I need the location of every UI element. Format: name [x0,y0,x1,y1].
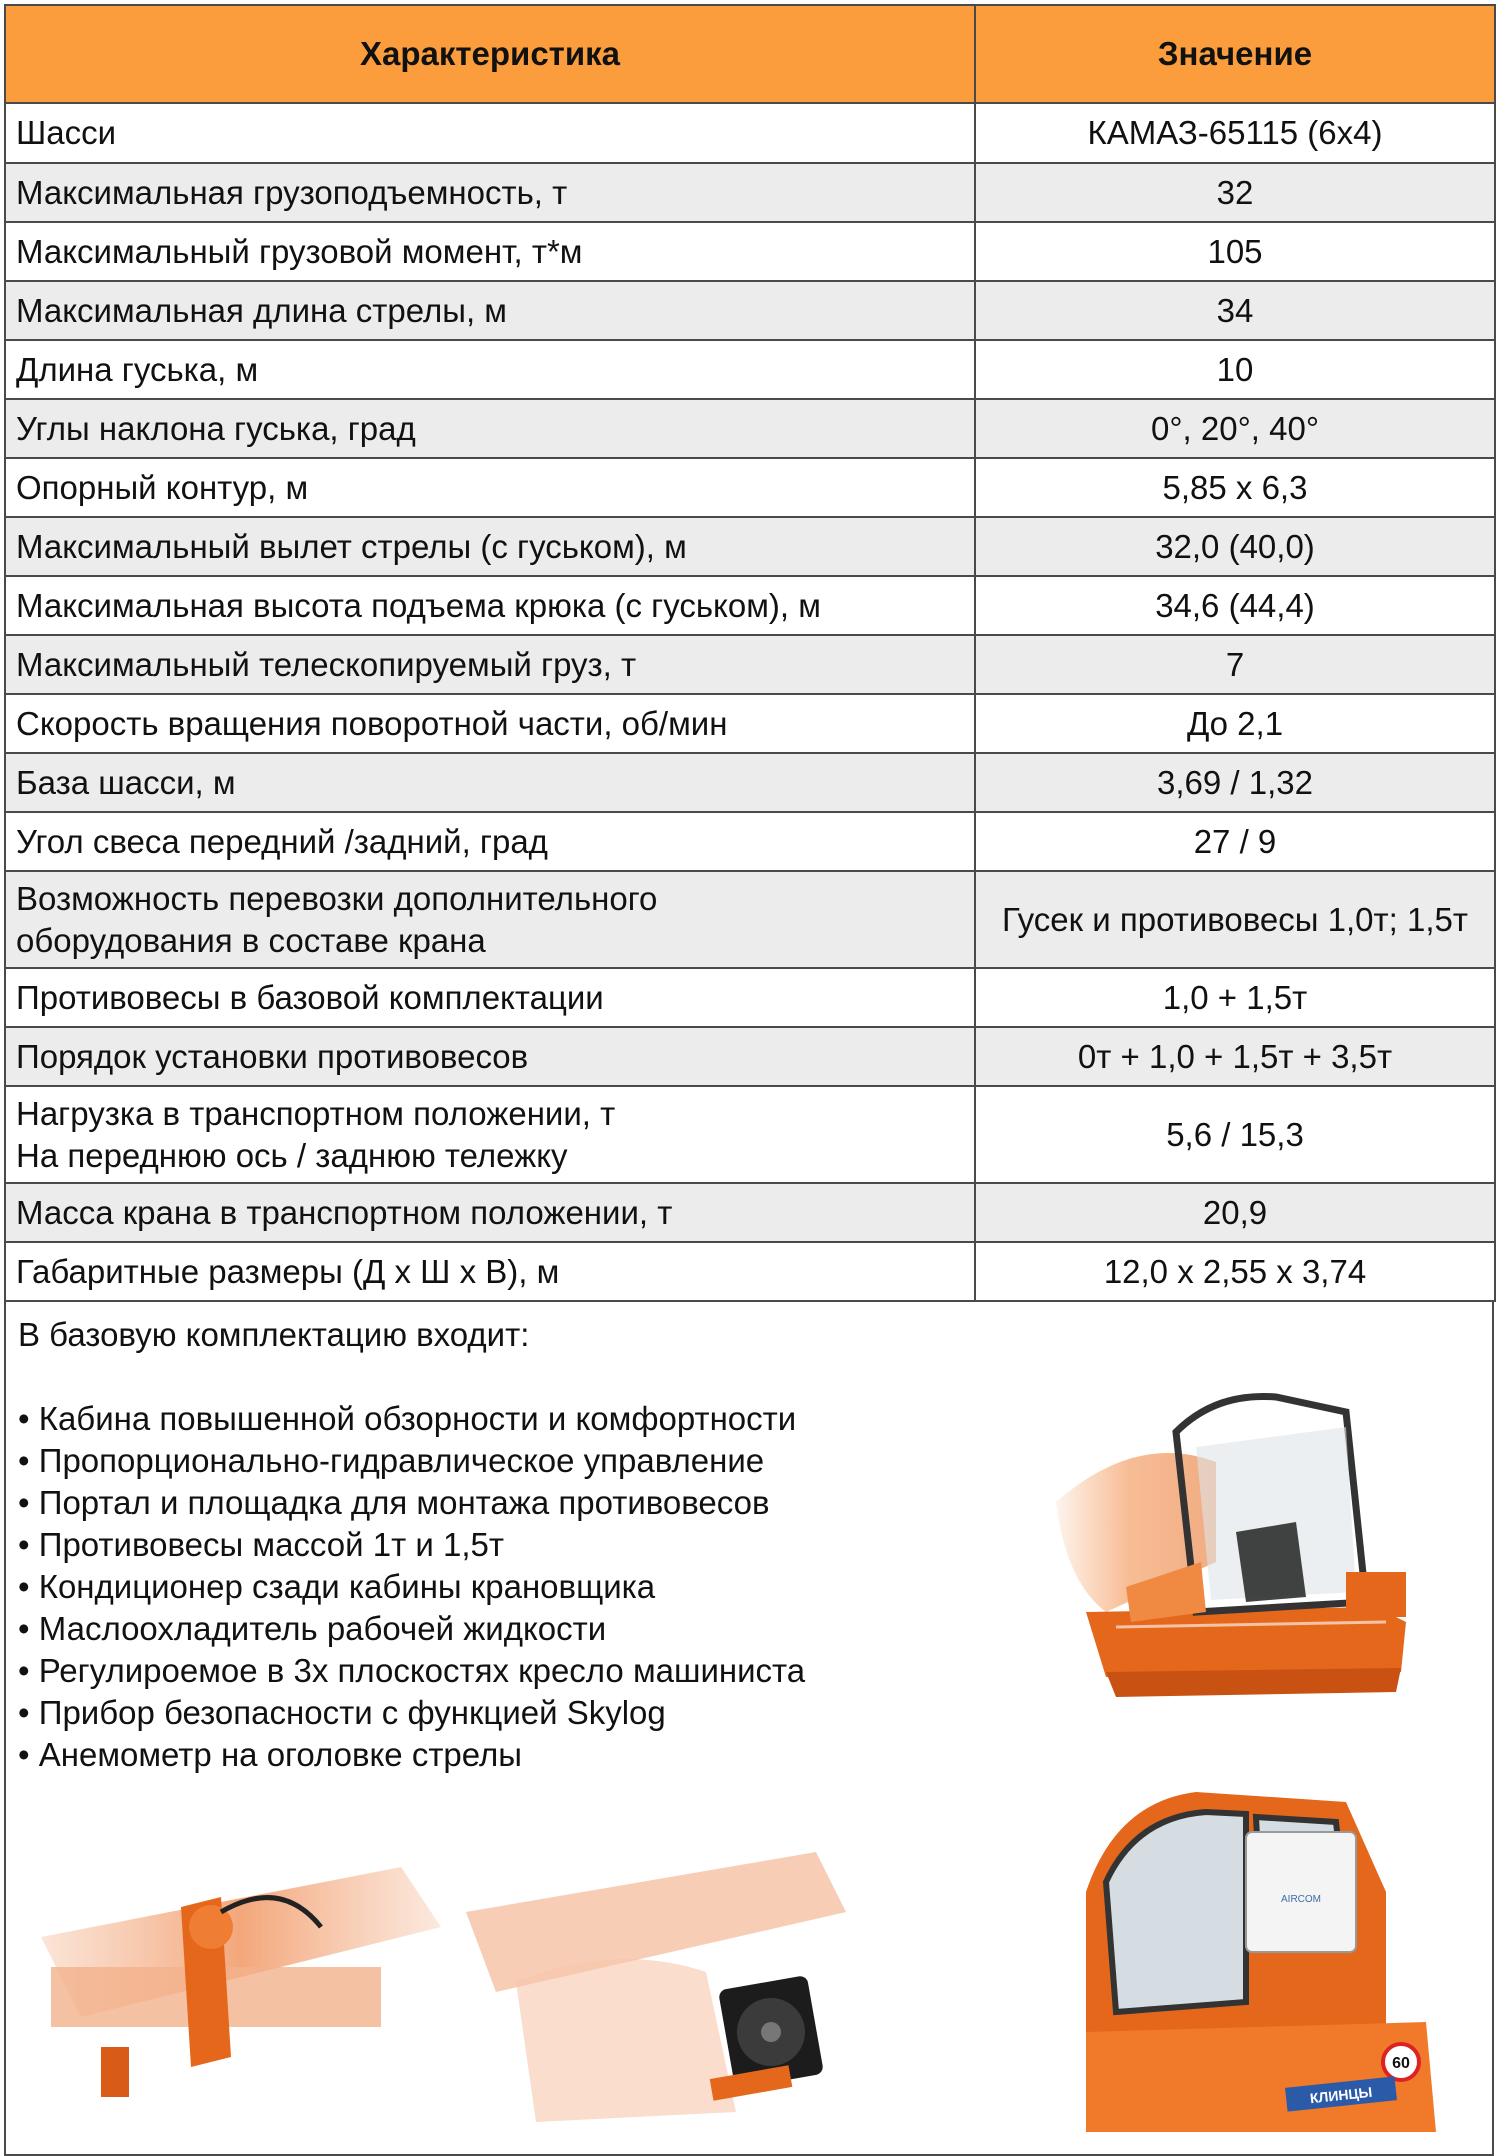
list-item: • Кондиционер сзади кабины крановщика [18,1566,805,1608]
table-row [5,753,1495,812]
row-param: Максимальная высота подъема крюка (с гуськом), м [5,576,975,635]
table-row [5,163,1495,222]
counterweight-portal-photo [21,1817,461,2137]
spec-sheet [4,4,1494,2156]
table-row [5,517,1495,576]
row-param: Скорость вращения поворотной части, об/мин [5,694,975,753]
row-param: Шасси [5,103,975,163]
list-item: • Кабина повышенной обзорности и комфортности [18,1398,805,1440]
list-item: • Прибор безопасности с функцией Skylog [18,1692,805,1734]
row-value: 27 / 9 [975,812,1495,871]
row-value: 3,69 / 1,32 [975,753,1495,812]
base-equipment-title: В базовую комплектацию входит: [18,1316,530,1353]
list-item: • Портал и площадка для монтажа противовесов [18,1482,805,1524]
row-param: База шасси, м [5,753,975,812]
ac-unit-label: AIRCOM [1281,1894,1321,1905]
list-item: • Пропорционально-гидравлическое управление [18,1440,805,1482]
table-row [5,340,1495,399]
base-equipment-section [4,1302,1494,2156]
row-param: Максимальная грузоподъемность, т [5,163,975,222]
row-value: 105 [975,222,1495,281]
row-param-line: На переднюю ось / заднюю тележку [16,1136,568,1174]
table-row [5,812,1495,871]
table-row [5,1086,1495,1183]
row-param: Опорный контур, м [5,458,975,517]
row-param: Масса крана в транспортном положении, т [5,1183,975,1242]
row-param: Угол свеса передний /задний, град [5,812,975,871]
row-value: 20,9 [975,1183,1495,1242]
operator-cabin-photo [1046,1372,1446,1742]
row-param-line: оборудования в составе крана [16,921,486,959]
row-value: До 2,1 [975,694,1495,753]
table-row [5,1027,1495,1086]
row-value: 0т + 1,0 + 1,5т + 3,5т [975,1027,1495,1086]
table-row [5,1242,1495,1301]
row-value: 32,0 (40,0) [975,517,1495,576]
row-value: 32 [975,163,1495,222]
row-param: Максимальный телескопируемый груз, т [5,635,975,694]
row-param: Порядок установки противовесов [5,1027,975,1086]
table-row [5,103,1495,163]
list-item: • Маслоохладитель рабочей жидкости [18,1608,805,1650]
row-param: Габаритные размеры (Д х Ш х В), м [5,1242,975,1301]
row-param: Максимальный грузовой момент, т*м [5,222,975,281]
table-row [5,694,1495,753]
row-value: 5,6 / 15,3 [975,1086,1495,1183]
oil-cooler-photo [456,1822,856,2132]
table-row [5,635,1495,694]
column-header-value: Значение [975,5,1495,103]
row-param [5,1086,975,1183]
row-value: 34,6 (44,4) [975,576,1495,635]
table-row [5,1183,1495,1242]
row-param: Длина гуська, м [5,340,975,399]
table-row [5,871,1495,968]
row-value: КАМАЗ-65115 (6x4) [975,103,1495,163]
row-value: 34 [975,281,1495,340]
speed-sign-label: 60 [1392,2055,1410,2072]
row-value: 5,85 х 6,3 [975,458,1495,517]
table-row [5,968,1495,1027]
column-header-param: Характеристика [5,5,975,103]
row-value: Гусек и противовесы 1,0т; 1,5т [975,871,1495,968]
base-equipment-list [18,1398,805,1776]
row-param: Углы наклона гуська, град [5,399,975,458]
list-item: • Противовесы массой 1т и 1,5т [18,1524,805,1566]
row-param-line: Возможность перевозки дополнительного [16,880,658,918]
table-header-row [5,5,1495,103]
table-row [5,458,1495,517]
row-value: 1,0 + 1,5т [975,968,1495,1027]
table-row [5,222,1495,281]
spec-table [4,4,1496,1302]
cabin-rear-photo [1046,1772,1466,2152]
cabin-logo-label: КЛИНЦЫ [1309,2083,1374,2107]
row-value: 10 [975,340,1495,399]
table-row [5,576,1495,635]
row-value: 12,0 х 2,55 х 3,74 [975,1242,1495,1301]
list-item: • Регулироемое в 3х плоскостях кресло машиниста [18,1650,805,1692]
row-value: 7 [975,635,1495,694]
row-value: 0°, 20°, 40° [975,399,1495,458]
row-param [5,871,975,968]
row-param: Максимальный вылет стрелы (с гуськом), м [5,517,975,576]
table-row [5,281,1495,340]
list-item: • Анемометр на оголовке стрелы [18,1734,805,1776]
row-param-line: Нагрузка в транспортном положении, т [16,1095,616,1133]
row-param: Максимальная длина стрелы, м [5,281,975,340]
table-row [5,399,1495,458]
row-param: Противовесы в базовой комплектации [5,968,975,1027]
